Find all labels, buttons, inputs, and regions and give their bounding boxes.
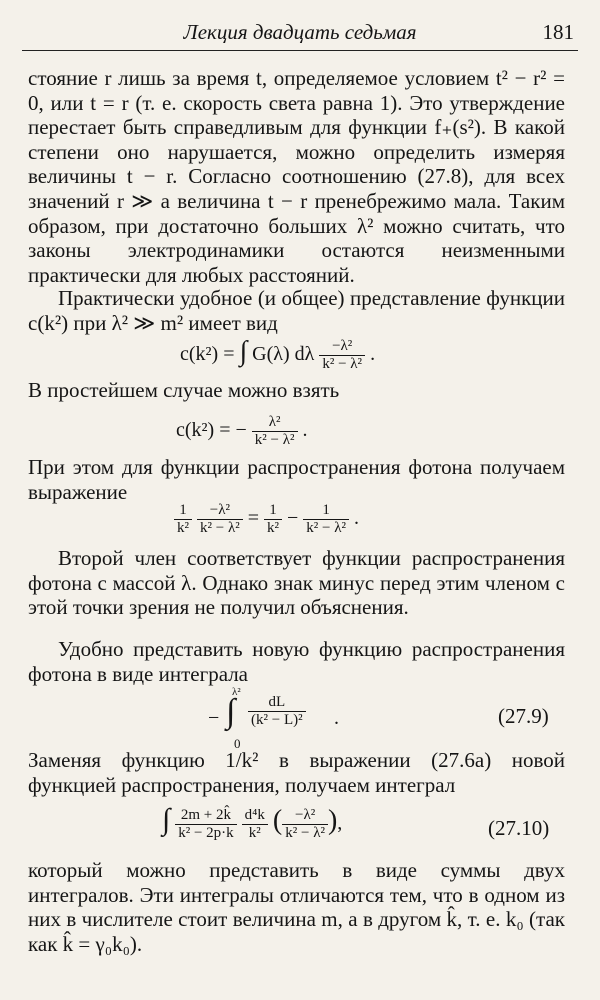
paragraph-4: При этом для функции распространения фотона получаем выражение: [28, 455, 565, 504]
paragraph-3: В простейшем случае можно взять: [28, 378, 340, 402]
paragraph-2: Практически удобное (и общее) представление функции c(k²) при λ² ≫ m² имеет вид: [28, 286, 565, 335]
equation-c-simple: c(k²) = − $\frac{\text{λ²}}{\text{k² − λ²}}$ .: [176, 414, 308, 448]
book-page: Лекция двадцать седьмая 181 стояние r лишь за время t, определяемое условием t² − r² = 0, или t = r (т. е. скорость света равна 1). Это утверждение перестает быть справедливым для функции f₊(s²). В какой степени оно нарушается, можно определить измеряя величины t − r. Согласно соотношению (27.8), для всех значений r ≫ a величина t − r пренебрежимо мала. Таким образом, при достаточно больших λ² можно считать, что законы электродинамики остаются неизменными практически для любых расстояний. Практически удобное (и общее) представление функции c(k²) при λ² ≫ m² имеет вид c(k²) = ∫ G(λ) dλ $\frac{\text{−λ²}}{\text{k² − λ²}}$ . В простейшем случае можно взять c(k²) = − $\frac{\text{λ²}}{\text{k² − λ²}}$ . При этом для функции распространения фотона получаем выражение $\frac{1}{\text{k²}}$ $\frac{\text{−λ²}}{\text{k² − λ²}}$ = $\frac{1}{\text{k²}}$ − $\frac{1}{\text{k² − λ²}}$ . Второй член соответствует функции распространения фотона с массой λ. Однако знак минус перед этим членом с этой точки зрения не получил объяснения. Удобно представить новую функцию распространения фотона в виде интеграла λ² 0 − ∫ $\frac{dL}{\text{(k² − L)²}}$ . (27.9) Заменяя функцию 1/k² в выражении (27.6a) новой функцией распространения, получаем интеграл ∫ $\frac{2m + 2k̂}{\text{k² − 2p·k}}$ $\frac{\text{d⁴k}}{\text{k²}}$ ( $\frac{\text{−λ²}}{\text{k² − λ²}}$ ), (27.10) который можно представить в виде суммы двух интегралов. Эти интегралы отличаются тем, что в одном из них в числителе стоит величина m, а в другом k̂, т. е. k₀ (так как k̂ = γ₀k₀).: [0, 0, 600, 1000]
equation-number-27-10: (27.10): [488, 816, 550, 840]
equation-27-10: ∫ $\frac{2m + 2k̂}{\text{k² − 2p·k}}$ $\frac{\text{d⁴k}}{\text{k²}}$ ( $\frac{\text{−λ²}}{\text{k² − λ²}}$ ),: [162, 803, 343, 841]
page-number: 181: [542, 20, 574, 44]
paragraph-8: который можно представить в виде суммы двух интегралов. Эти интегралы отличаются тем, что в одном из них в числителе стоит величина m, а в другом k̂, т. е. k₀ (так как k̂ = γ₀k₀).: [28, 858, 565, 956]
equation-propagator: $\frac{1}{\text{k²}}$ $\frac{\text{−λ²}}{\text{k² − λ²}}$ = $\frac{1}{\text{k²}}$ − $\frac{1}{\text{k² − λ²}}$ .: [174, 502, 359, 537]
running-header: [22, 14, 578, 51]
chapter-title: Лекция двадцать седьмая: [183, 20, 417, 44]
paragraph-5: Второй член соответствует функции распространения фотона с массой λ. Однако знак минус перед этим членом с этой точки зрения не получил объяснения.: [28, 546, 565, 620]
paragraph-1: стояние r лишь за время t, определяемое условием t² − r² = 0, или t = r (т. е. скорость света равна 1). Это утверждение перестает быть справедливым для функции f₊(s²). В какой степени оно нарушается, можно определить измеряя величины t − r. Согласно соотношению (27.8), для всех значений r ≫ a величина t − r пренебрежимо мала. Таким образом, при достаточно больших λ² можно считать, что законы электродинамики остаются неизменными практически для любых расстояний.: [28, 66, 565, 287]
paragraph-7: Заменяя функцию 1/k² в выражении (27.6a) новой функцией распространения, получаем интеграл: [28, 748, 565, 797]
equation-c-integral: c(k²) = ∫ G(λ) dλ $\frac{\text{−λ²}}{\text{k² − λ²}}$ .: [180, 336, 376, 372]
paragraph-6: Удобно представить новую функцию распространения фотона в виде интеграла: [28, 637, 565, 686]
equation-number-27-9: (27.9): [498, 704, 549, 728]
